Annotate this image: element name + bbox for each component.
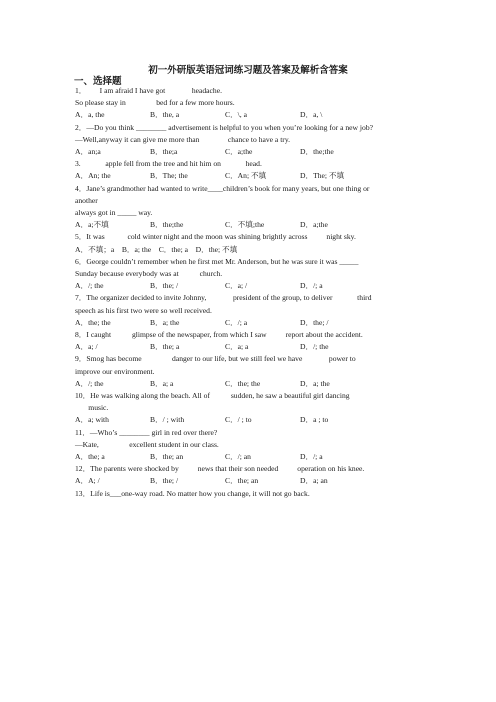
option[interactable]: B．the; / xyxy=(150,281,179,291)
question-9-line: improve our environment. xyxy=(75,366,155,376)
question-7-line: speech as his first two were so well received. xyxy=(75,305,212,315)
question-1-line: So please stay in bed for a few more hours. xyxy=(75,98,235,108)
option[interactable]: C．/; an xyxy=(225,452,251,461)
option[interactable]: D．The; 不填 xyxy=(300,171,345,181)
option[interactable]: A．A; / xyxy=(75,476,100,486)
question-10-line: 10．He was walking along the beach. All of sudden, he saw a beautiful girl dancing xyxy=(75,391,350,400)
option[interactable]: B．the; an xyxy=(150,452,184,461)
option[interactable]: B．the, a xyxy=(150,110,180,120)
option[interactable]: B．the; a xyxy=(150,342,180,352)
question-10-line: music. xyxy=(75,403,109,413)
option[interactable]: A．/; the xyxy=(75,281,104,291)
option[interactable]: C．An; 不填 xyxy=(225,171,267,181)
option[interactable]: B．a; a xyxy=(150,378,174,388)
question-6-line: Sunday because everybody was at church. xyxy=(75,269,223,278)
option[interactable]: D．a; the xyxy=(300,378,330,388)
option[interactable]: D．/; a xyxy=(300,281,323,291)
option[interactable]: A．the; the xyxy=(75,317,111,327)
option[interactable]: D．the; / xyxy=(300,317,329,327)
option[interactable]: A．a;不填 xyxy=(75,220,109,230)
option[interactable]: A．a; with xyxy=(75,415,109,425)
question-8-line: 8．I caught glimpse of the newspaper, from which I saw report about the accident. xyxy=(75,330,363,339)
option[interactable]: C．/; a xyxy=(225,317,248,327)
question-11-line: 11．—Who’s ________ girl in red over there? xyxy=(75,427,218,437)
option[interactable]: D．a ; to xyxy=(300,415,329,425)
option[interactable]: B．the; / xyxy=(150,476,179,486)
page-title: 初一外研版英语冠词练习题及答案及解析含答案 xyxy=(148,66,348,76)
option[interactable]: D．/; the xyxy=(300,342,329,352)
option[interactable]: D．the;the xyxy=(300,147,334,156)
section-heading: 一、选择题 xyxy=(74,77,122,87)
option[interactable]: C．the; an xyxy=(225,476,259,486)
option[interactable]: C．不填;the xyxy=(225,220,265,230)
option[interactable]: B．a; the xyxy=(150,317,180,327)
option[interactable]: B．/ ; with xyxy=(150,415,185,425)
question-1-line: 1． I am afraid I have got headache. xyxy=(75,86,222,95)
option[interactable]: A．/; the xyxy=(75,378,104,388)
option[interactable]: C．a; a xyxy=(225,342,249,352)
option[interactable]: D．a;the xyxy=(300,220,328,230)
question-7-line: 7．The organizer decided to invite Johnny, president of the group, to deliver third xyxy=(75,293,372,303)
option[interactable]: C．the; the xyxy=(225,378,261,388)
question-9-line: 9．Smog has become danger to our life, but we still feel we have power to xyxy=(75,354,356,364)
question-12-line: 12．The parents were shocked by news that their son needed operation on his knee. xyxy=(75,464,365,474)
option[interactable]: C．a; / xyxy=(225,281,248,291)
option[interactable]: A．the; a xyxy=(75,452,105,461)
option[interactable]: D．a, \ xyxy=(300,110,323,120)
question-6-line: 6．George couldn’t remember when he first met Mr. Anderson, but he was sure it was _____ xyxy=(75,256,359,266)
option[interactable]: C．\, a xyxy=(225,110,247,120)
option[interactable]: C．/ ; to xyxy=(225,415,252,425)
option[interactable]: A．an;a xyxy=(75,147,101,156)
option[interactable]: B．The; the xyxy=(150,171,188,181)
question-11-line: —Kate, excellent student in our class. xyxy=(75,439,219,449)
option[interactable]: B．the;the xyxy=(150,220,184,230)
question-4-line: 4．Jane’s grandmother had wanted to write____children’s book for many years, but one thing or xyxy=(75,183,370,193)
option[interactable]: A．An; the xyxy=(75,171,111,181)
option[interactable]: D．/; a xyxy=(300,452,323,461)
option[interactable]: B．the;a xyxy=(150,147,178,156)
question-4-line: always got in _____ way. xyxy=(75,208,153,217)
question-3-line: 3. apple fell from the tree and hit him on head. xyxy=(75,159,262,169)
question-2-line: —Well,anyway it can give me more than chance to have a try. xyxy=(75,134,291,144)
question-13-line: 13．Life is___one-way road. No matter how you change, it will not go back. xyxy=(75,488,310,498)
option[interactable]: D．a; an xyxy=(300,476,328,486)
question-5-line: 5．It was cold winter night and the moon was shining brightly across night sky. xyxy=(75,232,356,242)
option[interactable]: A．a, the xyxy=(75,110,105,120)
question-2-line: 2．—Do you think ________ advertisement is helpful to you when you’re looking for a new job? xyxy=(75,122,374,132)
option[interactable]: C．a;the xyxy=(225,147,253,156)
question-5-options: A．不填；a B．a; the C．the; a D．the; 不填 xyxy=(75,244,238,254)
question-4-line: another xyxy=(75,195,98,205)
option[interactable]: A．a; / xyxy=(75,342,98,352)
